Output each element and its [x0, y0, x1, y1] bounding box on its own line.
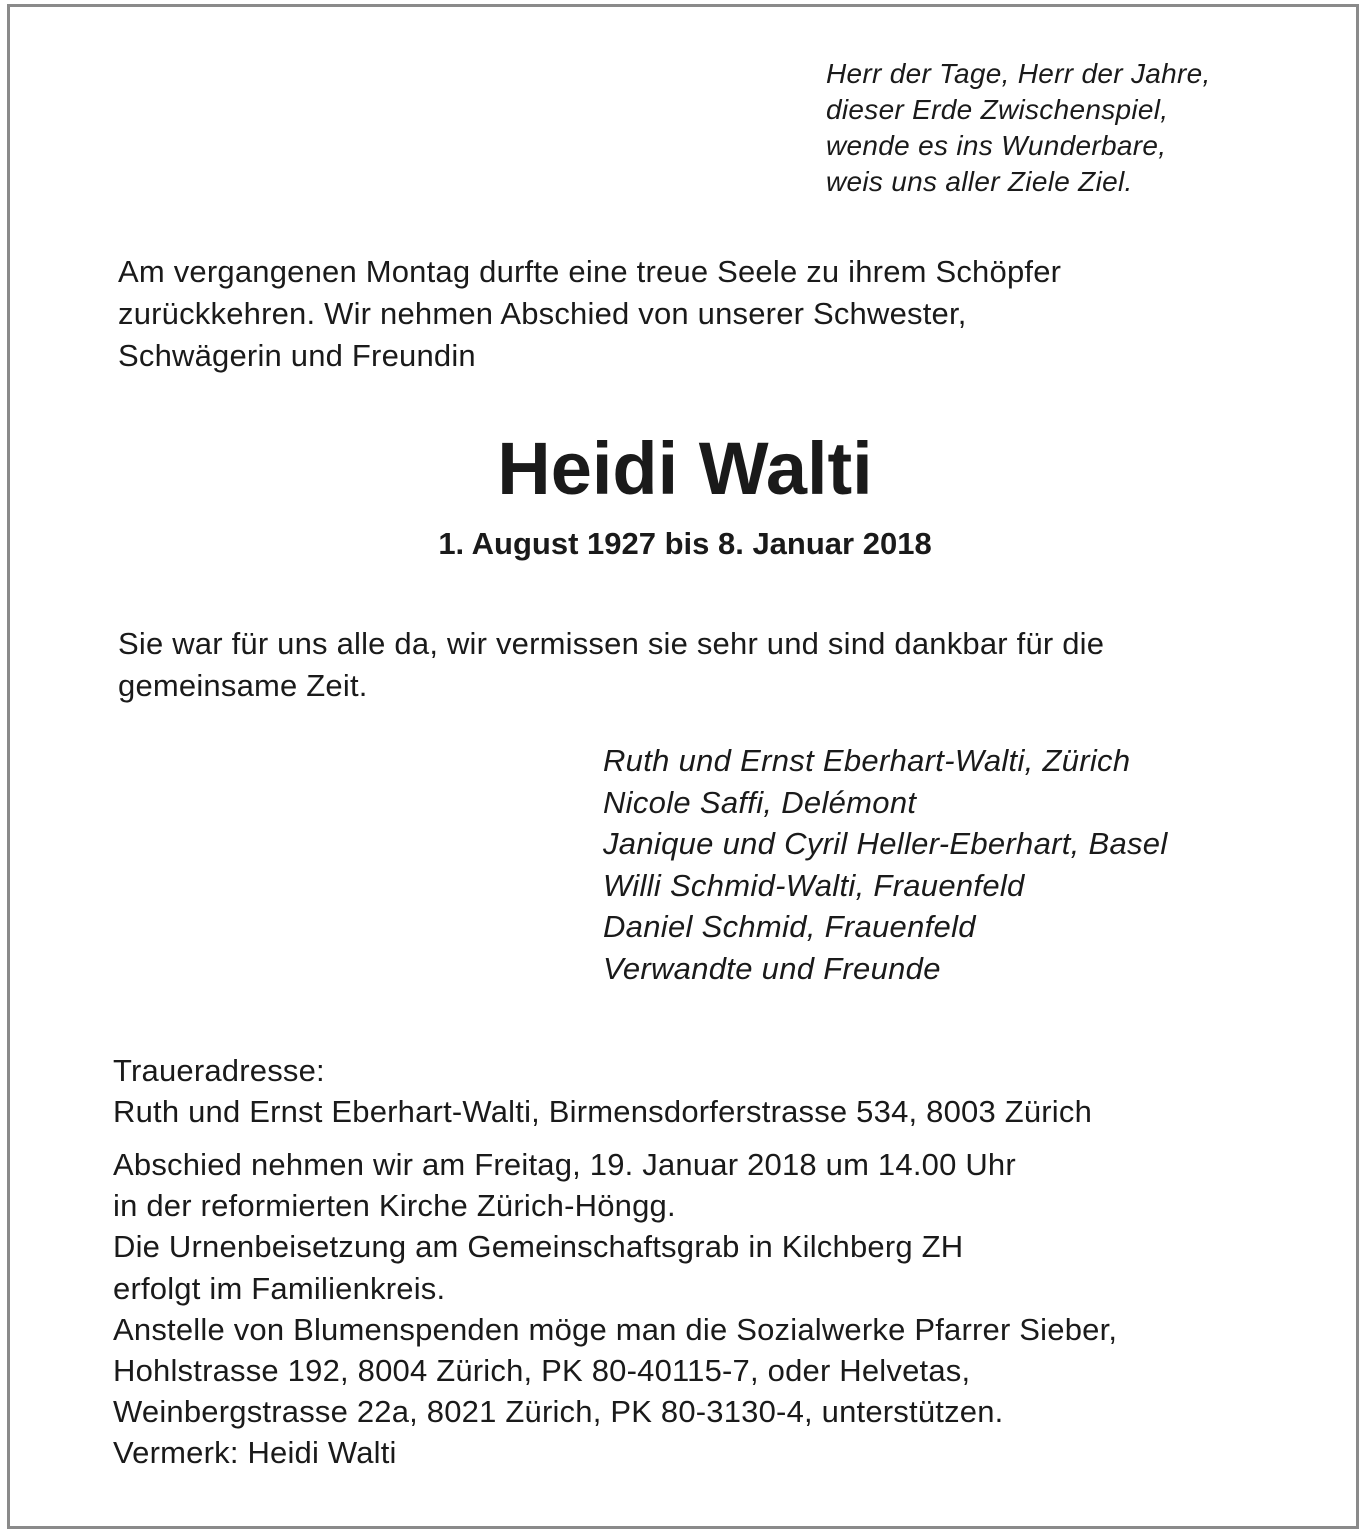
info-line: Vermerk: Heidi Walti — [113, 1435, 397, 1471]
intro-line: zurückkehren. Wir nehmen Abschied von unserer Schwester, — [118, 296, 967, 331]
verse-line: dieser Erde Zwischenspiel, — [826, 94, 1169, 125]
intro-line: Schwägerin und Freundin — [118, 338, 476, 373]
verse-line: wende es ins Wunderbare, — [826, 130, 1167, 161]
verse-line: Herr der Tage, Herr der Jahre, — [826, 58, 1211, 89]
intro-paragraph — [118, 251, 1061, 377]
info-line: erfolgt im Familienkreis. — [113, 1270, 446, 1306]
ceremony-info — [113, 1144, 1117, 1474]
verse-line: weis uns aller Ziele Ziel. — [826, 166, 1133, 197]
mourner-entry: Ruth und Ernst Eberhart-Walti, Zürich — [603, 743, 1131, 778]
life-dates: 1. August 1927 bis 8. Januar 2018 — [438, 526, 932, 561]
info-line: Weinbergstrasse 22a, 8021 Zürich, PK 80-3130-4, unterstützen. — [113, 1394, 1004, 1430]
intro-line: Am vergangenen Montag durfte eine treue Seele zu ihrem Schöpfer — [118, 254, 1062, 289]
mourner-entry: Daniel Schmid, Frauenfeld — [603, 909, 976, 944]
tribute-line: Sie war für uns alle da, wir vermissen sie sehr und sind dankbar für die — [118, 626, 1105, 661]
mourner-entry: Willi Schmid-Walti, Frauenfeld — [603, 867, 1025, 903]
info-line: Hohlstrasse 192, 8004 Zürich, PK 80-40115-7, oder Helvetas, — [113, 1353, 971, 1389]
mourner-entry: Janique und Cyril Heller-Eberhart, Basel — [603, 826, 1168, 861]
mourning-address — [113, 1050, 1092, 1132]
deceased-name: Heidi Walti — [497, 427, 873, 510]
address-label: Traueradresse: — [113, 1053, 325, 1088]
verse-quote — [826, 56, 1211, 200]
tribute-paragraph — [118, 623, 1104, 707]
mourners-list — [603, 740, 1168, 989]
mourner-entry: Verwandte und Freunde — [603, 950, 941, 986]
info-line: in der reformierten Kirche Zürich-Höngg. — [113, 1188, 676, 1224]
info-line: Abschied nehmen wir am Freitag, 19. Januar 2018 um 14.00 Uhr — [113, 1147, 1016, 1182]
info-line: Die Urnenbeisetzung am Gemeinschaftsgrab in Kilchberg ZH — [113, 1229, 964, 1265]
info-line: Anstelle von Blumenspenden möge man die Sozialwerke Pfarrer Sieber, — [113, 1311, 1118, 1347]
mourner-entry: Nicole Saffi, Delémont — [603, 784, 917, 820]
address-value: Ruth und Ernst Eberhart-Walti, Birmensdorferstrasse 534, 8003 Zürich — [113, 1094, 1093, 1129]
tribute-line: gemeinsame Zeit. — [118, 668, 368, 703]
